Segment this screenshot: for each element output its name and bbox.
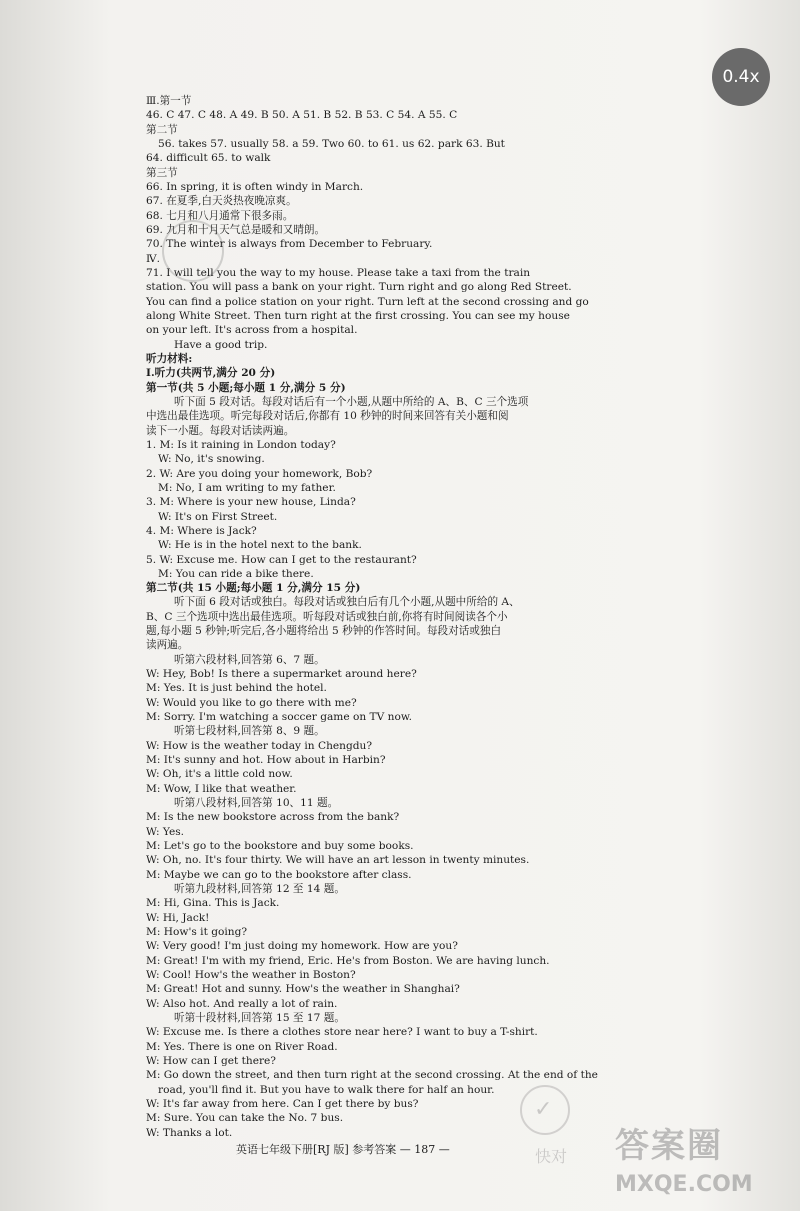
text-line: W: Yes. — [146, 825, 185, 838]
text-line: W: Thanks a lot. — [146, 1126, 233, 1139]
text-line: M: It's sunny and hot. How about in Harbin? — [146, 754, 386, 767]
text-line: 第二节 — [146, 123, 178, 136]
text-line: 听第六段材料,回答第 6、7 题。 — [174, 653, 325, 666]
text-line: along White Street. Then turn right at the first crossing. You can see my house — [146, 309, 570, 322]
check-icon: ✓ — [534, 1097, 553, 1122]
text-line: W: Excuse me. Is there a clothes store near here? I want to buy a T-shirt. — [146, 1026, 538, 1039]
text-line: W: Also hot. And really a lot of rain. — [146, 997, 338, 1010]
text-line: 67. 在夏季,白天炎热夜晚凉爽。 — [146, 195, 297, 208]
text-line: B、C 三个选项中选出最佳选项。听每段对话或独白前,你将有时间阅读各个小 — [146, 610, 508, 623]
text-line: M: Maybe we can go to the bookstore after class. — [146, 868, 412, 881]
text-line: 66. In spring, it is often windy in March. — [146, 180, 364, 193]
text-line: road, you'll find it. But you have to walk there for half an hour. — [158, 1083, 495, 1096]
text-line: M: Yes. It is just behind the hotel. — [146, 682, 327, 695]
text-line: 题,每小题 5 秒钟;听完后,各小题将给出 5 秒钟的作答时间。每段对话或独白 — [146, 625, 502, 638]
text-line: W: He is in the hotel next to the bank. — [158, 539, 362, 552]
text-line: 第三节 — [146, 166, 178, 179]
text-line: W: How is the weather today in Chengdu? — [146, 739, 373, 752]
text-line: W: Hey, Bob! Is there a supermarket around here? — [146, 668, 417, 681]
text-line: 71. I will tell you the way to my house. Please take a taxi from the train — [146, 266, 531, 279]
text-line: W: No, it's snowing. — [158, 453, 265, 466]
text-line: W: Hi, Jack! — [146, 911, 210, 924]
text-line: M: Yes. There is one on River Road. — [146, 1040, 338, 1053]
text-line: 中选出最佳选项。听完每段对话后,你都有 10 秒钟的时间来回答有关小题和阅 — [146, 410, 509, 423]
text-line: 46. C 47. C 48. A 49. B 50. A 51. B 52. B 53. C 54. A 55. C — [146, 109, 458, 122]
text-line: W: How can I get there? — [146, 1054, 276, 1067]
text-line: M: Hi, Gina. This is Jack. — [146, 897, 280, 910]
text-line: M: Great! Hot and sunny. How's the weather in Shanghai? — [146, 983, 460, 996]
text-line: 70. The winter is always from December to February. — [146, 238, 433, 251]
kuaidui-logo-watermark — [520, 1085, 570, 1135]
page-footer: 英语七年级下册[RJ 版] 参考答案 — 187 — — [236, 1143, 450, 1156]
text-line: W: It's far away from here. Can I get there by bus? — [146, 1097, 419, 1110]
text-line: M: Go down the street, and then turn right at the second crossing. At the end of the — [146, 1069, 598, 1082]
text-line: 听下面 6 段对话或独白。每段对话或独白后有几个小题,从题中所给的 A、 — [174, 596, 520, 609]
text-line: W: Very good! I'm just doing my homework. How are you? — [146, 940, 458, 953]
text-line: Ⅲ.第一节 — [146, 95, 192, 107]
text-line: M: Let's go to the bookstore and buy some books. — [146, 840, 414, 853]
text-line: 2. W: Are you doing your homework, Bob? — [146, 467, 373, 480]
text-line: 1. M: Is it raining in London today? — [146, 438, 336, 451]
text-line: W: Would you like to go there with me? — [146, 696, 357, 709]
text-line: M: How's it going? — [146, 926, 248, 939]
text-line: Have a good trip. — [174, 338, 268, 351]
text-line: 第一节(共 5 小题;每小题 1 分,满分 5 分) — [146, 381, 346, 394]
text-line: 听下面 5 段对话。每段对话后有一个小题,从题中所给的 A、B、C 三个选项 — [174, 395, 529, 408]
text-line: W: Cool! How's the weather in Boston? — [146, 969, 356, 982]
text-line: W: It's on First Street. — [158, 510, 278, 523]
text-line: W: Oh, it's a little cold now. — [146, 768, 293, 781]
text-line: 听第九段材料,回答第 12 至 14 题。 — [174, 883, 345, 896]
text-line: 听第八段材料,回答第 10、11 题。 — [174, 797, 339, 810]
text-line: M: Sorry. I'm watching a soccer game on TV now. — [146, 711, 413, 724]
text-line: 听第十段材料,回答第 15 至 17 题。 — [174, 1012, 345, 1024]
daan-watermark: 答案圈 — [615, 1126, 723, 1166]
text-line: M: Great! I'm with my friend, Eric. He's from Boston. We are having lunch. — [146, 954, 550, 967]
text-line: Ⅳ. — [146, 252, 160, 265]
text-line: 第二节(共 15 小题;每小题 1 分,满分 15 分) — [146, 582, 361, 595]
text-line: 读下一小题。每段对话读两遍。 — [146, 424, 295, 437]
text-line: M: Wow, I like that weather. — [146, 782, 297, 795]
text-line: 64. difficult 65. to walk — [146, 152, 271, 165]
text-line: 听第七段材料,回答第 8、9 题。 — [174, 725, 325, 738]
text-line: 听力材料: — [146, 352, 193, 365]
text-line: Ⅰ.听力(共两节,满分 20 分) — [146, 367, 276, 380]
text-line: 68. 七月和八月通常下很多雨。 — [146, 209, 294, 222]
text-line: 5. W: Excuse me. How can I get to the restaurant? — [146, 553, 417, 566]
text-line: M: No, I am writing to my father. — [158, 481, 336, 494]
answer-text-column — [146, 94, 606, 1140]
text-line: M: Sure. You can take the No. 7 bus. — [146, 1112, 344, 1125]
text-line: 读两遍。 — [146, 639, 189, 652]
text-line: M: Is the new bookstore across from the bank? — [146, 811, 400, 824]
text-line: on your left. It's across from a hospital. — [146, 324, 358, 337]
text-line: You can find a police station on your right. Turn left at the second crossing and go — [146, 295, 589, 308]
site-watermark: MXQE.COM — [615, 1172, 753, 1197]
zoom-indicator[interactable]: 0.4x — [712, 48, 770, 106]
kuaidui-watermark-text: 快对 — [535, 1147, 568, 1166]
text-line: station. You will pass a bank on your right. Turn right and go along Red Street. — [146, 281, 572, 294]
text-line: M: You can ride a bike there. — [158, 567, 314, 580]
text-line: W: Oh, no. It's four thirty. We will have an art lesson in twenty minutes. — [146, 854, 530, 867]
text-line: 3. M: Where is your new house, Linda? — [146, 496, 356, 509]
text-line: 56. takes 57. usually 58. a 59. Two 60. to 61. us 62. park 63. But — [158, 137, 505, 150]
text-line: 4. M: Where is Jack? — [146, 524, 257, 537]
text-line: 69. 九月和十月天气总是暖和又晴朗。 — [146, 223, 326, 236]
